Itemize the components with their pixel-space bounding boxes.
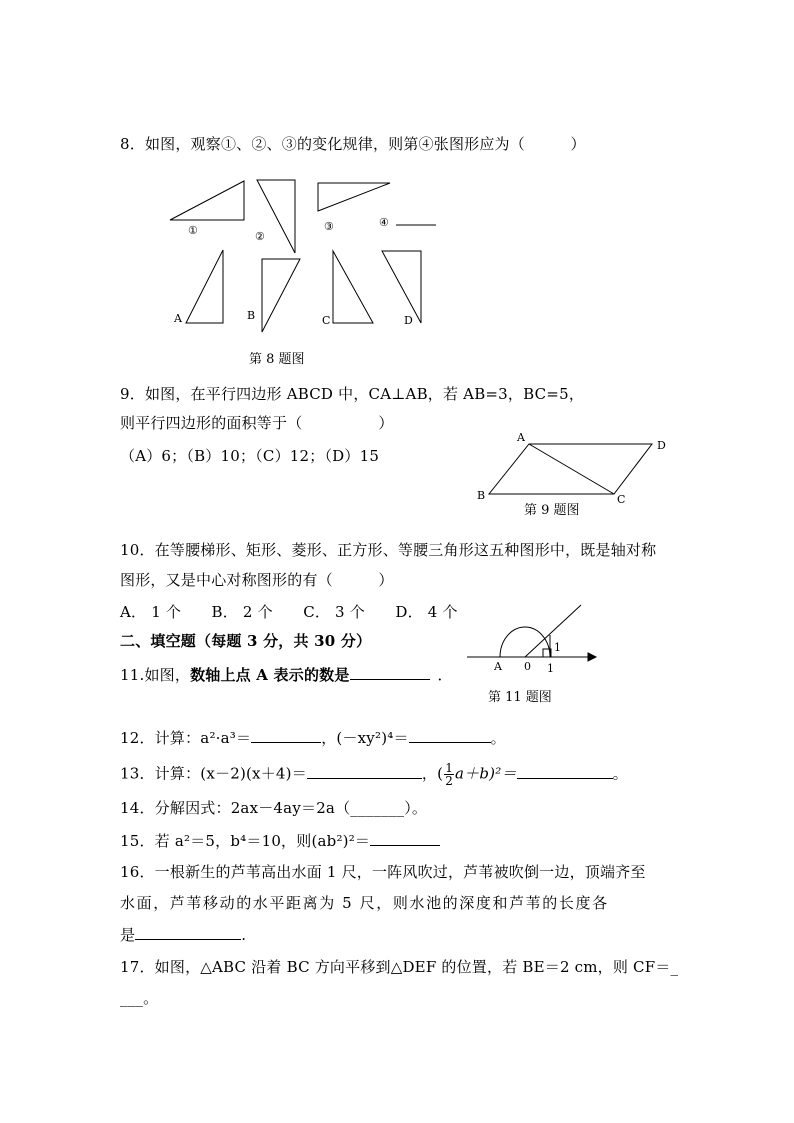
- q13-end: 。: [612, 764, 628, 783]
- q13-sep: ，(: [421, 764, 444, 783]
- q10-line2: 图形，又是中心对称图形的有（ ）: [120, 571, 394, 589]
- q14-end: ）。: [404, 799, 428, 817]
- q16-line1: 16．一根新生的芦苇高出水面 1 尺，一阵风吹过，芦苇被吹倒一边，顶端齐至: [120, 863, 646, 881]
- q8-option-d: D: [404, 314, 413, 327]
- q8-label-1: ①: [188, 224, 198, 237]
- q12-blank-2: [409, 727, 491, 743]
- q9-vertex-a: A: [517, 431, 525, 444]
- q9-vertex-d: D: [657, 439, 666, 452]
- q11-bold-text: 数轴上点 A 表示的数是: [190, 666, 350, 684]
- q8-label-4: ④: [379, 216, 389, 229]
- q12-blank-1: [251, 727, 321, 743]
- q11-prefix: 11.如图，: [120, 666, 191, 684]
- section-2-title: 二、填空题（每题 3 分，共 30 分）: [120, 632, 372, 650]
- q9-choices: （A）6；（B）10；（C）12；（D）15: [120, 447, 380, 465]
- q8-option-c: C: [322, 314, 331, 327]
- q13-blank-1: [307, 763, 422, 779]
- q11-label-a: A: [494, 660, 502, 673]
- q12-end: 。: [490, 729, 506, 747]
- q17-line2: ___。: [120, 989, 159, 1007]
- q17-line1: 17．如图，△ABC 沿着 BC 方向平移到△DEF 的位置，若 BE＝2 cm，则 CF＝_: [120, 958, 679, 976]
- q13-blank-2: [517, 763, 613, 779]
- q13-expr1: (x－2)(x＋4)＝: [200, 764, 307, 783]
- q16-line2: 水面，芦苇移动的水平距离为 5 尺，则水池的深度和芦苇的长度各: [120, 894, 609, 912]
- q14-text: [120, 798, 427, 818]
- q13-text: [120, 762, 628, 787]
- q10-choices: A． 1 个 B． 2 个 C． 3 个 D． 4 个: [120, 603, 458, 621]
- q9-vertex-c: C: [617, 493, 626, 506]
- q14-blank: _______: [350, 799, 405, 817]
- q13-prefix: 13．计算：: [120, 764, 201, 783]
- q10-line1: 10．在等腰梯形、矩形、菱形、正方形、等腰三角形这五种图形中，既是轴对称: [120, 541, 657, 559]
- q13-frac-num: 1: [445, 761, 454, 775]
- q8-caption: 第 8 题图: [249, 352, 305, 367]
- q16-blank: [135, 924, 241, 940]
- q11-suffix: ．: [437, 666, 453, 684]
- q12-sep: ，: [321, 729, 337, 747]
- q9-line1: 9．如图，在平行四边形 ABCD 中，CA⊥AB，若 AB=3，BC=5，: [120, 385, 585, 403]
- q11-arrow-head: [588, 653, 596, 661]
- q9-vertex-b: B: [477, 489, 486, 502]
- q15-text: [120, 830, 440, 851]
- q9-caption: 第 9 题图: [524, 503, 580, 518]
- q11-label-zero: 0: [524, 660, 531, 673]
- q13-frac-den: 2: [445, 774, 454, 788]
- q8-option-a: A: [174, 312, 182, 325]
- q9-line2: 则平行四边形的面积等于（ ）: [120, 414, 394, 432]
- q8-option-b: B: [247, 309, 256, 322]
- q15-blank: [370, 830, 440, 846]
- q12-prefix: 12．计算：: [120, 729, 201, 747]
- q12-expr1: a²·a³＝: [200, 729, 252, 747]
- q12-text: [120, 727, 506, 748]
- q8-label-2: ②: [255, 230, 265, 243]
- q11-label-one-below: 1: [547, 662, 554, 675]
- q13-fraction: [444, 762, 454, 787]
- q8-text: 8．如图，观察①、②、③的变化规律，则第④张图形应为（ ）: [120, 135, 586, 153]
- q12-expr2: (－xy²)⁴＝: [336, 729, 409, 747]
- q16-line3-text: 是: [120, 926, 136, 944]
- q11-diagonal: [525, 605, 581, 657]
- q11-label-one-side: 1: [554, 641, 561, 654]
- q15-body: 15．若 a²＝5，b⁴＝10，则(ab²)²＝: [120, 832, 371, 850]
- q16-end: .: [241, 926, 247, 944]
- q8-label-3: ③: [324, 220, 334, 233]
- q11-caption: 第 11 题图: [488, 690, 552, 705]
- q13-expr2: a＋b)²＝: [455, 764, 517, 783]
- q14-body: 14．分解因式：2ax－4ay＝2a（: [120, 799, 351, 817]
- q16-line3: [120, 924, 246, 945]
